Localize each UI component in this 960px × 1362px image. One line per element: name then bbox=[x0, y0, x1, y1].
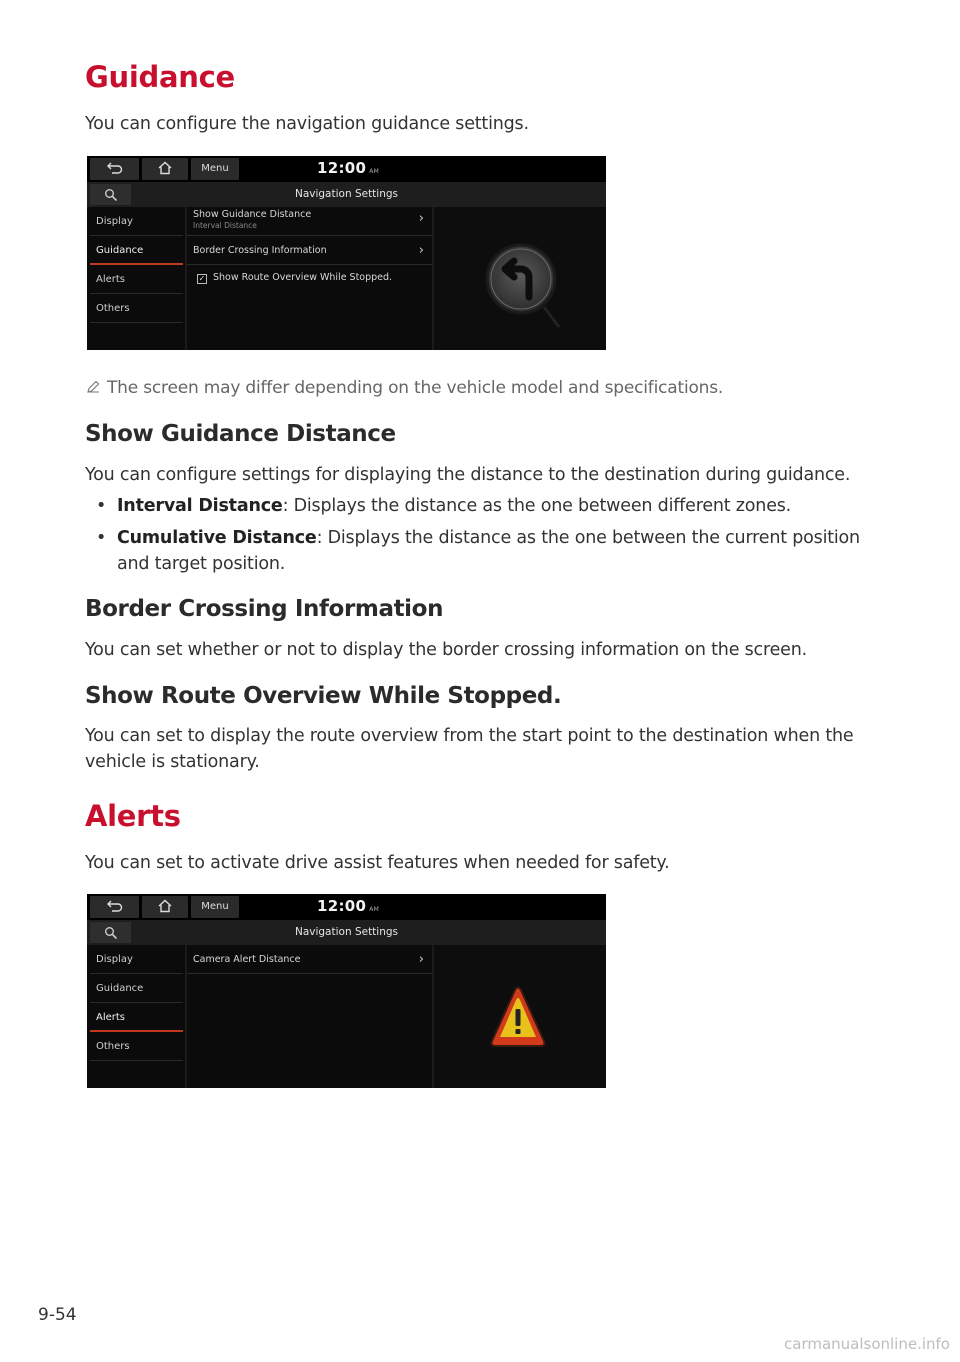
checkbox-checked-icon: ✓ bbox=[198, 274, 206, 283]
heading-show-guidance-distance: Show Guidance Distance bbox=[85, 421, 396, 447]
menu-item-others[interactable]: Others bbox=[90, 1032, 183, 1061]
settings-menu bbox=[87, 207, 185, 350]
screenshot-guidance-settings bbox=[87, 156, 606, 350]
note-text: The screen may differ depending on the vehicle model and specifications. bbox=[107, 378, 724, 398]
route-overview-text: You can set to display the route overview from the start point to the destination when the vehicle is stationary. bbox=[85, 726, 854, 772]
show-guidance-text: You can configure settings for displaying the distance to the destination during guidance. bbox=[85, 465, 851, 485]
menu-item-display[interactable]: Display bbox=[90, 945, 183, 974]
clock bbox=[317, 159, 379, 177]
bullet-dot: • bbox=[96, 496, 107, 516]
option-camera-alert-distance[interactable] bbox=[187, 945, 432, 974]
option-label: Border Crossing Information bbox=[193, 245, 327, 256]
clock-ampm: AM bbox=[369, 906, 380, 913]
home-icon bbox=[157, 161, 173, 175]
back-arrow-icon bbox=[106, 161, 124, 175]
search-button[interactable] bbox=[90, 184, 131, 205]
menu-item-alerts[interactable]: Alerts bbox=[90, 1003, 183, 1032]
option-border-crossing-information[interactable] bbox=[187, 236, 432, 265]
menu-item-others[interactable]: Others bbox=[90, 294, 183, 323]
options-list bbox=[187, 945, 432, 1088]
bullet-dot: • bbox=[96, 528, 107, 548]
chevron-right-icon: › bbox=[418, 211, 424, 226]
note bbox=[85, 378, 723, 398]
home-icon bbox=[157, 899, 173, 913]
clock bbox=[317, 897, 379, 915]
title-bar bbox=[87, 182, 606, 207]
bullet-term: Interval Distance bbox=[117, 496, 283, 516]
option-label: Show Guidance Distance bbox=[193, 209, 312, 220]
section-title-alerts: Alerts bbox=[85, 799, 181, 833]
border-crossing-text: You can set whether or not to display the border crossing information on the screen. bbox=[85, 640, 807, 660]
illustration-panel bbox=[434, 945, 606, 1088]
clock-time: 12:00 bbox=[317, 159, 367, 177]
chevron-right-icon: › bbox=[418, 243, 424, 258]
checkbox-show-route-overview[interactable] bbox=[197, 272, 392, 284]
screenshot-alerts-settings bbox=[87, 894, 606, 1088]
top-bar bbox=[87, 894, 606, 920]
options-list bbox=[187, 207, 432, 350]
bullet-desc: : Displays the distance as the one between the current position and target position. bbox=[117, 528, 860, 574]
back-button[interactable] bbox=[90, 158, 139, 180]
warning-triangle-icon bbox=[434, 945, 606, 1088]
search-icon bbox=[104, 926, 118, 940]
bullet-term: Cumulative Distance bbox=[117, 528, 317, 548]
search-icon bbox=[104, 188, 118, 202]
clock-ampm: AM bbox=[369, 168, 380, 175]
back-button[interactable] bbox=[90, 896, 139, 918]
checkbox-label: Show Route Overview While Stopped. bbox=[213, 272, 393, 283]
section-title-guidance: Guidance bbox=[85, 60, 235, 94]
menu-item-alerts[interactable]: Alerts bbox=[90, 265, 183, 294]
screen-title: Navigation Settings bbox=[294, 926, 399, 938]
chevron-right-icon: › bbox=[418, 952, 424, 967]
settings-menu bbox=[87, 945, 185, 1088]
menu-button[interactable]: Menu bbox=[191, 896, 239, 918]
title-bar bbox=[87, 920, 606, 945]
heading-border-crossing: Border Crossing Information bbox=[85, 596, 444, 622]
home-button[interactable] bbox=[142, 896, 188, 918]
menu-button[interactable]: Menu bbox=[191, 158, 239, 180]
menu-item-display[interactable]: Display bbox=[90, 207, 183, 236]
option-label: Camera Alert Distance bbox=[193, 954, 301, 965]
turn-left-arrow-icon bbox=[434, 207, 606, 350]
top-bar bbox=[87, 156, 606, 182]
watermark: carmanualsonline.info bbox=[784, 1335, 950, 1353]
menu-item-guidance[interactable]: Guidance bbox=[90, 236, 183, 265]
option-show-guidance-distance[interactable] bbox=[187, 207, 432, 236]
back-arrow-icon bbox=[106, 899, 124, 913]
heading-route-overview: Show Route Overview While Stopped. bbox=[85, 683, 562, 709]
page-number: 9-54 bbox=[38, 1305, 77, 1325]
option-sublabel: Interval Distance bbox=[193, 221, 257, 230]
alerts-intro: You can set to activate drive assist features when needed for safety. bbox=[85, 853, 670, 873]
pencil-note-icon bbox=[85, 378, 107, 398]
menu-item-guidance[interactable]: Guidance bbox=[90, 974, 183, 1003]
guidance-intro: You can configure the navigation guidance settings. bbox=[85, 114, 529, 134]
illustration-panel bbox=[434, 207, 606, 350]
bullet-desc: : Displays the distance as the one between different zones. bbox=[282, 496, 792, 516]
home-button[interactable] bbox=[142, 158, 188, 180]
search-button[interactable] bbox=[90, 922, 131, 943]
clock-time: 12:00 bbox=[317, 897, 367, 915]
screen-title: Navigation Settings bbox=[294, 188, 399, 200]
